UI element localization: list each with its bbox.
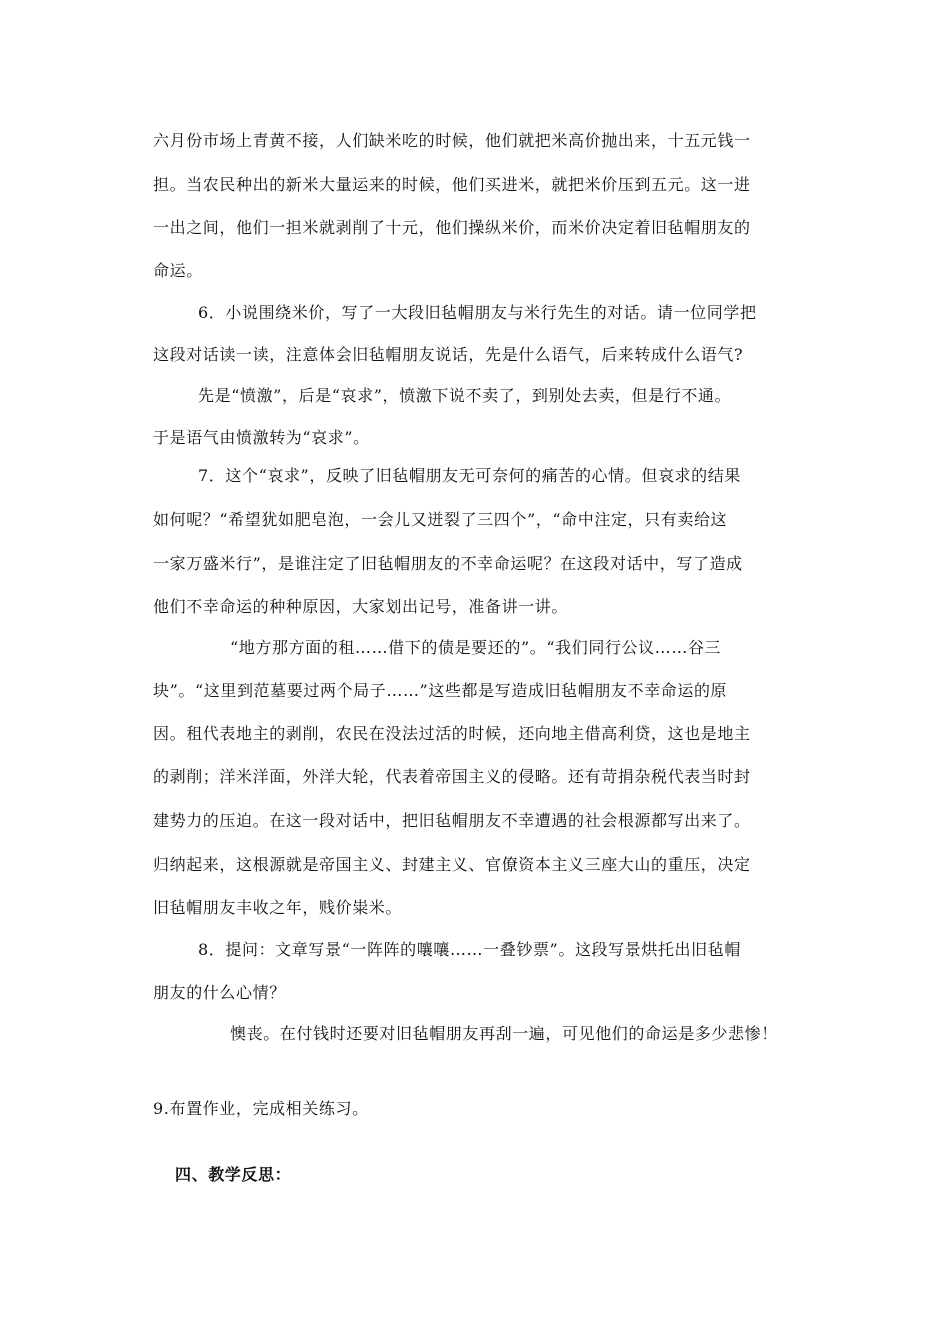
paragraph-line: 一出之间，他们一担米就剥削了十元，他们操纵米价，而米价决定着旧毡帽朋友的 xyxy=(153,218,751,237)
paragraph-line: 命运。 xyxy=(153,261,203,280)
answer-line: 先是“愤激”，后是“哀求”，愤激下说不卖了，到别处去卖，但是行不通。 xyxy=(198,386,732,405)
paragraph-line: 一家万盛米行”，是谁注定了旧毡帽朋友的不幸命运呢？在这段对话中，写了造成 xyxy=(153,554,743,573)
answer-line: 懊丧。在付钱时还要对旧毡帽朋友再刮一遍，可见他们的命运是多少悲惨！ xyxy=(230,1024,778,1043)
paragraph-line: 这段对话读一读，注意体会旧毡帽朋友说话，先是什么语气，后来转成什么语气? xyxy=(153,345,744,364)
paragraph-line: 6．小说围绕米价，写了一大段旧毡帽朋友与米行先生的对话。请一位同学把 xyxy=(198,303,757,322)
answer-line: “地方那方面的租……借下的债是要还的”。“我们同行公议……谷三 xyxy=(230,638,722,657)
answer-line: 建势力的压迫。在这一段对话中，把旧毡帽朋友不幸遭遇的社会根源都写出来了。 xyxy=(153,811,751,830)
paragraph-line: 担。当农民种出的新米大量运来的时候，他们买进米，就把米价压到五元。这一进 xyxy=(153,175,751,194)
section-heading: 四、教学反思： xyxy=(175,1165,292,1184)
answer-line: 因。租代表地主的剥削，农民在没法过活的时候，还向地主借高利贷，这也是地主 xyxy=(153,724,751,743)
answer-line: 块”。“这里到范墓要过两个局子……”这些都是写造成旧毡帽朋友不幸命运的原 xyxy=(153,681,728,700)
answer-line: 于是语气由愤激转为“哀求”。 xyxy=(153,428,370,447)
answer-line: 的剥削；洋米洋面，外洋大轮，代表着帝国主义的侵略。还有苛捐杂税代表当时封 xyxy=(153,767,751,786)
paragraph-line: 如何呢？“希望犹如肥皂泡，一会儿又迸裂了三四个”，“命中注定，只有卖给这 xyxy=(153,510,728,529)
paragraph-line: 7．这个“哀求”，反映了旧毡帽朋友无可奈何的痛苦的心情。但哀求的结果 xyxy=(198,466,741,485)
answer-line: 归纳起来，这根源就是帝国主义、封建主义、官僚资本主义三座大山的重压，决定 xyxy=(153,855,751,874)
homework-line: 9.布置作业，完成相关练习。 xyxy=(153,1099,369,1118)
answer-line: 旧毡帽朋友丰收之年，贱价粜米。 xyxy=(153,898,403,917)
paragraph-line: 8．提问：文章写景“一阵阵的嚷嚷……一叠钞票”。这段写景烘托出旧毡帽 xyxy=(198,940,741,959)
paragraph-line: 六月份市场上青黄不接，人们缺米吃的时候，他们就把米高价抛出来，十五元钱一 xyxy=(153,131,751,150)
paragraph-line: 他们不幸命运的种种原因，大家划出记号，准备讲一讲。 xyxy=(153,597,569,616)
paragraph-line: 朋友的什么心情？ xyxy=(153,983,286,1002)
